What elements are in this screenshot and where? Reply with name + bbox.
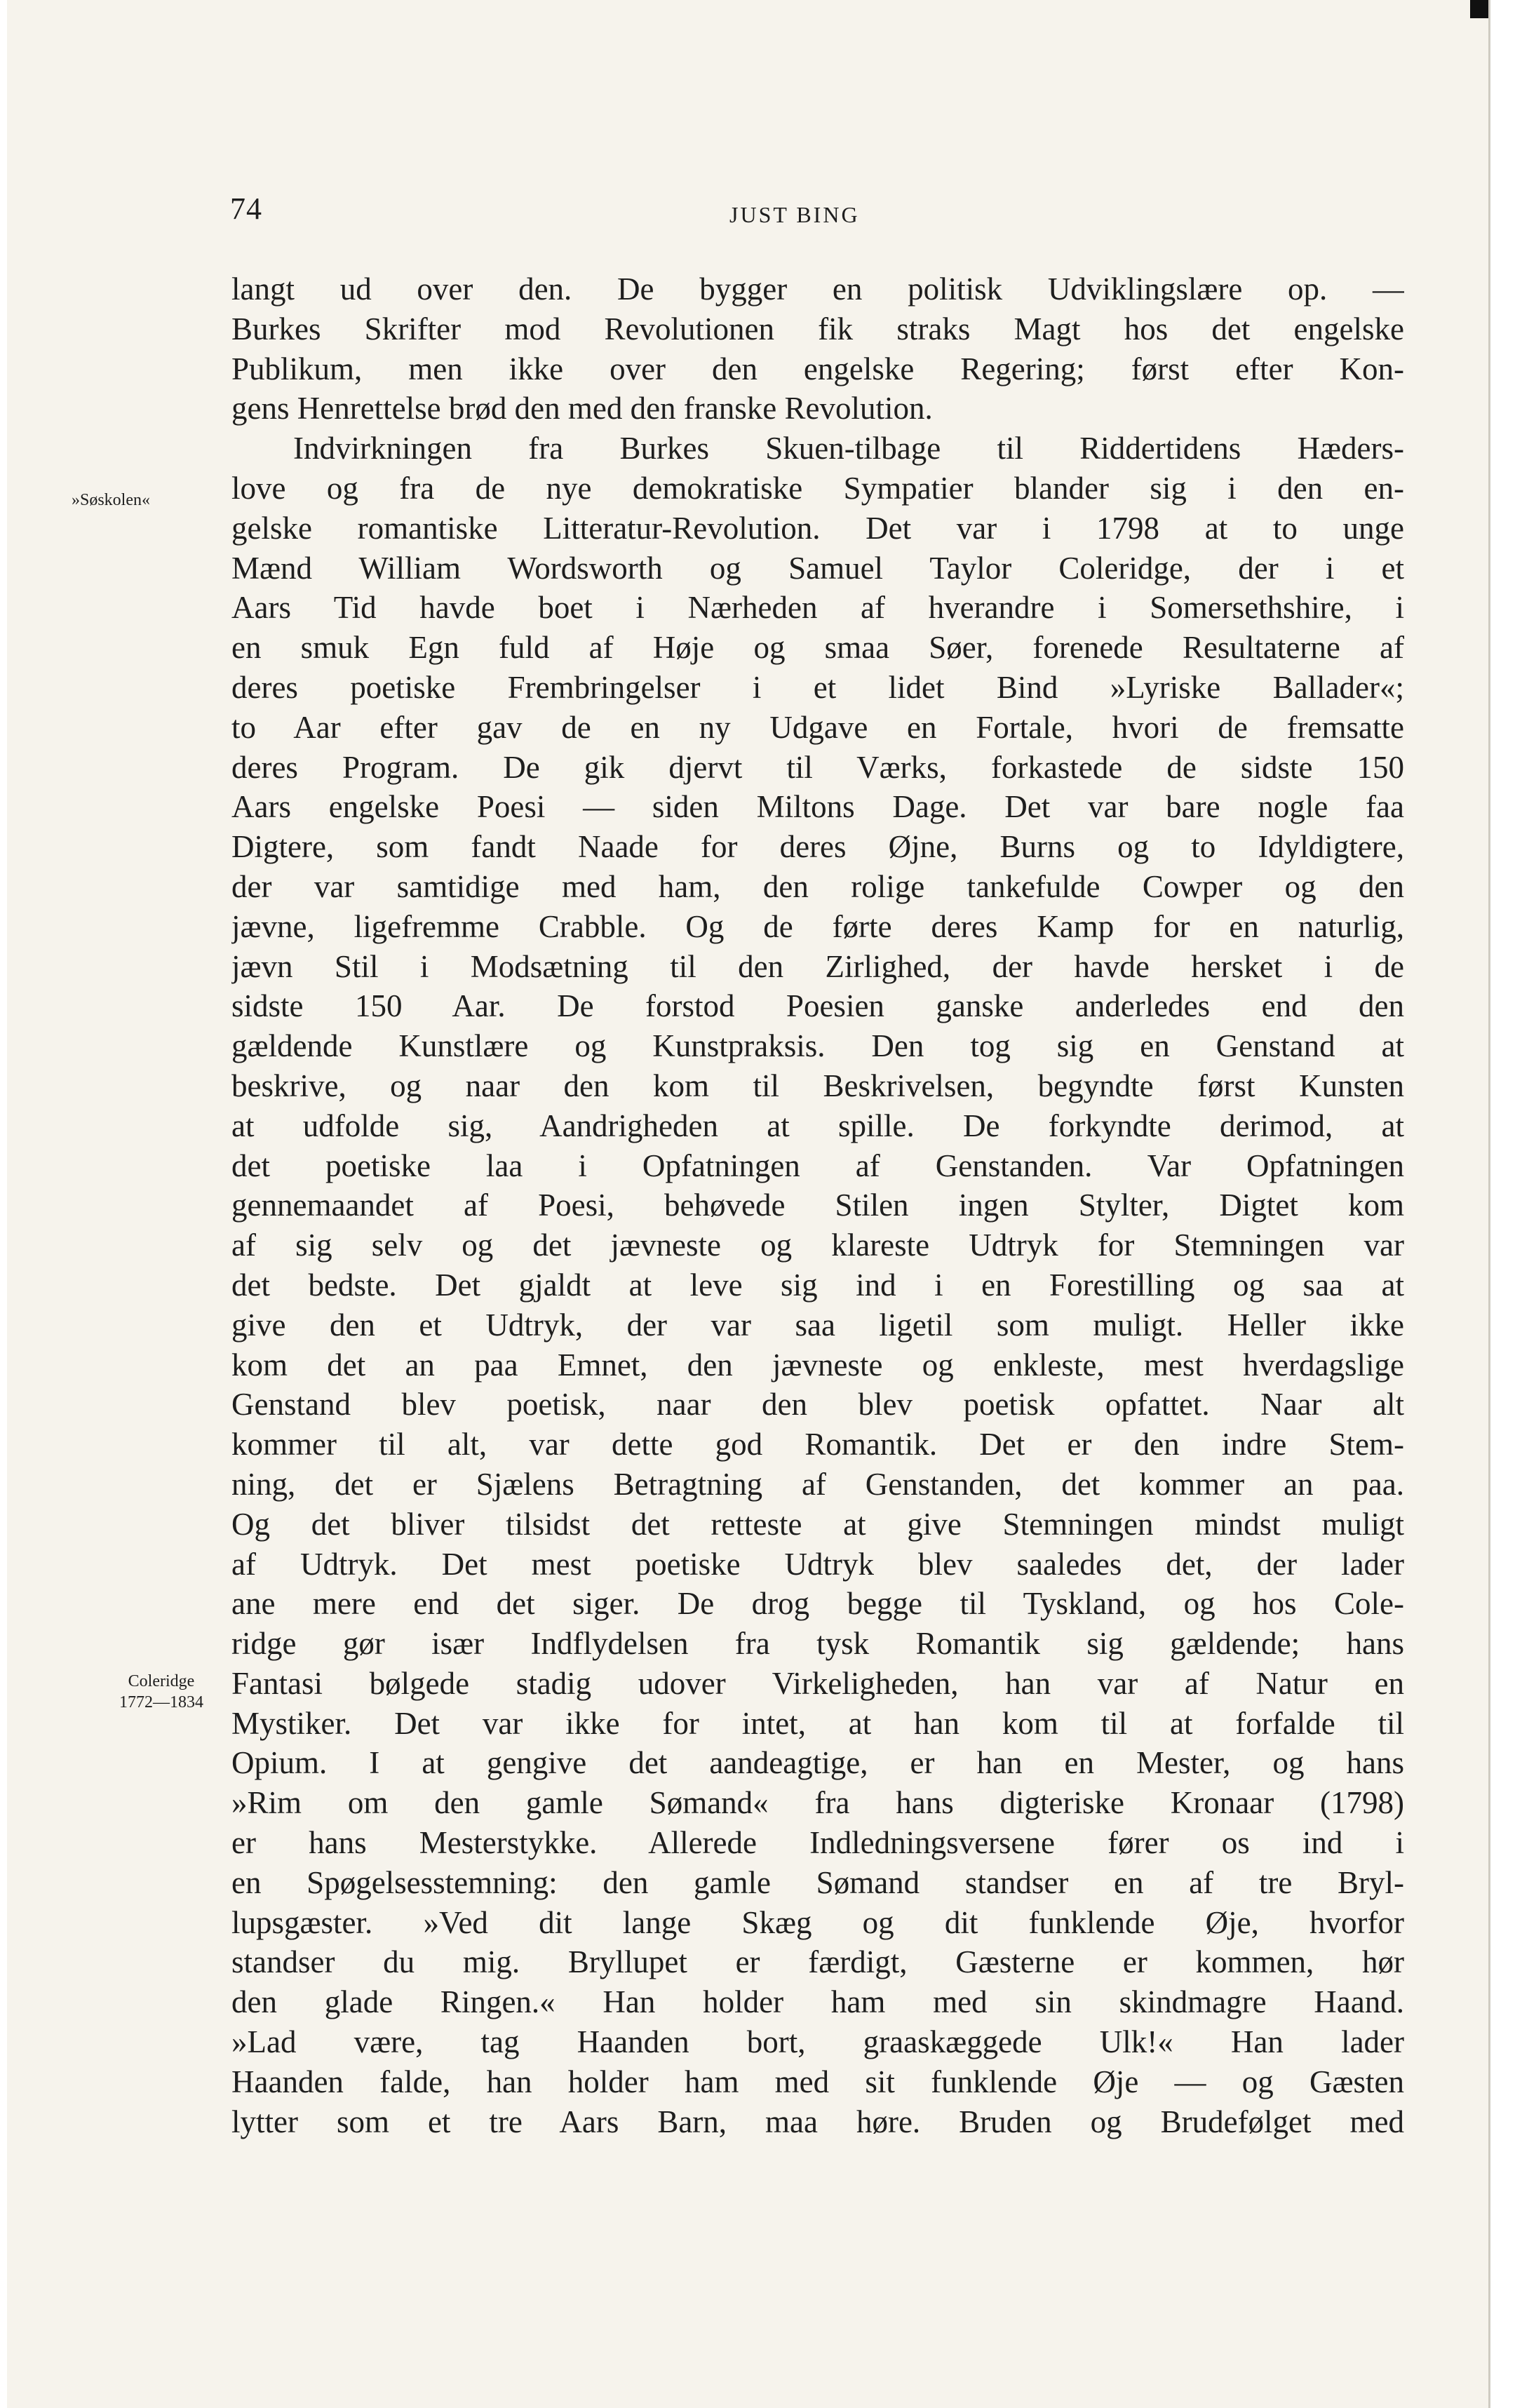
text-line: standser du mig. Bryllupet er færdigt, Gæsterne er kommen, hør: [231, 1944, 1404, 1980]
text-line: jævne, ligefremme Crabble. Og de førte deres Kamp for en naturlig,: [231, 908, 1404, 944]
text-line: der var samtidige med ham, den rolige tankefulde Cowper og den: [231, 868, 1404, 904]
margin-note-soskolen-text: »Søskolen«: [71, 491, 150, 509]
text-line: Genstand blev poetisk, naar den blev poetisk opfattet. Naar alt: [231, 1387, 1404, 1422]
text-line: at udfolde sig, Aandrigheden at spille. De forkyndte derimod, at: [231, 1108, 1404, 1143]
margin-note-coleridge-years: 1772—1834: [119, 1693, 203, 1711]
text-line: Indvirkningen fra Burkes Skuen-tilbage til Riddertidens Hæders-: [293, 431, 1404, 466]
text-line: kom det an paa Emnet, den jævneste og enkleste, mest hverdagslige: [231, 1347, 1404, 1383]
margin-note-coleridge: [98, 1671, 224, 1713]
running-head: JUST BING: [729, 202, 860, 227]
margin-note-coleridge-name: Coleridge: [128, 1672, 195, 1690]
text-line: af sig selv og det jævneste og klareste Udtryk for Stemningen var: [231, 1227, 1404, 1263]
body-text: [231, 269, 1404, 2141]
text-line: love og fra de nye demokratiske Sympatier blander sig i den en-: [231, 470, 1404, 506]
text-line: lytter som et tre Aars Barn, maa høre. Bruden og Brudefølget med: [231, 2104, 1404, 2139]
text-line: Aars Tid havde boet i Nærheden af hverandre i Somersethshire, i: [231, 590, 1404, 626]
text-line: sidste 150 Aar. De forstod Poesien ganske anderledes end den: [231, 988, 1404, 1024]
text-line: Mænd William Wordsworth og Samuel Taylor Coleridge, der i et: [231, 550, 1404, 586]
text-line: en Spøgelsesstemning: den gamle Sømand standser en af tre Bryl-: [231, 1864, 1404, 1900]
text-line: ane mere end det siger. De drog begge til Tyskland, og hos Cole-: [231, 1586, 1404, 1622]
text-line: Opium. I at gengive det aandeagtige, er han en Mester, og hans: [231, 1745, 1404, 1781]
text-line: er hans Mesterstykke. Allerede Indledningsversene fører os ind i: [231, 1825, 1404, 1861]
text-line: kommer til alt, var dette god Romantik. Det er den indre Stem-: [231, 1427, 1404, 1462]
text-line: Fantasi bølgede stadig udover Virkeligheden, han var af Natur en: [231, 1665, 1404, 1701]
page-number: 74: [230, 191, 262, 226]
text-line: af Udtryk. Det mest poetiske Udtryk blev saaledes det, der lader: [231, 1546, 1404, 1582]
text-line: det poetiske laa i Opfatningen af Genstanden. Var Opfatningen: [231, 1148, 1404, 1183]
book-page: [7, 0, 1490, 2408]
text-line: deres Program. De gik djervt til Værks, forkastede de sidste 150: [231, 749, 1404, 785]
text-line: langt ud over den. De bygger en politisk Udviklingslære op. —: [231, 271, 1404, 307]
text-line: gelske romantiske Litteratur-Revolution. Det var i 1798 at to unge: [231, 510, 1404, 546]
text-line: Haanden falde, han holder ham med sit funklende Øje — og Gæsten: [231, 2064, 1404, 2099]
text-line: ning, det er Sjælens Betragtning af Genstanden, det kommer an paa.: [231, 1466, 1404, 1502]
text-line: gens Henrettelse brød den med den franske Revolution.: [231, 391, 933, 426]
text-line: lupsgæster. »Ved dit lange Skæg og dit funklende Øje, hvorfor: [231, 1904, 1404, 1940]
text-line: gældende Kunstlære og Kunstpraksis. Den tog sig en Genstand at: [231, 1028, 1404, 1064]
text-line: to Aar efter gav de en ny Udgave en Fortale, hvori de fremsatte: [231, 709, 1404, 745]
text-line: Publikum, men ikke over den engelske Regering; først efter Kon-: [231, 351, 1404, 386]
text-line: Digtere, som fandt Naade for deres Øjne, Burns og to Idyldigtere,: [231, 829, 1404, 865]
text-line: det bedste. Det gjaldt at leve sig ind i en Forestilling og saa at: [231, 1267, 1404, 1303]
text-line: beskrive, og naar den kom til Beskrivelsen, begyndte først Kunsten: [231, 1068, 1404, 1103]
text-line: Burkes Skrifter mod Revolutionen fik straks Magt hos det engelske: [231, 311, 1404, 347]
text-line: »Rim om den gamle Sømand« fra hans digteriske Kronaar (1798): [231, 1785, 1404, 1821]
text-line: den glade Ringen.« Han holder ham med sin skindmagre Haand.: [231, 1984, 1404, 2020]
text-line: gennemaandet af Poesi, behøvede Stilen ingen Stylter, Digtet kom: [231, 1188, 1404, 1223]
text-line: Aars engelske Poesi — siden Miltons Dage. Det var bare nogle faa: [231, 789, 1404, 825]
text-line: en smuk Egn fuld af Høje og smaa Søer, forenede Resultaterne af: [231, 630, 1404, 666]
scan-corner-mark: [1470, 0, 1488, 18]
margin-note-soskolen: [48, 490, 174, 511]
text-line: deres poetiske Frembringelser i et lidet Bind »Lyriske Ballader«;: [231, 669, 1404, 705]
text-line: »Lad være, tag Haanden bort, graaskæggede Ulk!« Han lader: [231, 2024, 1404, 2060]
text-line: Mystiker. Det var ikke for intet, at han kom til at forfalde til: [231, 1705, 1404, 1741]
text-line: jævn Stil i Modsætning til den Zirlighed, der havde hersket i de: [231, 948, 1404, 984]
text-line: give den et Udtryk, der var saa ligetil som muligt. Heller ikke: [231, 1307, 1404, 1343]
text-line: ridge gør især Indflydelsen fra tysk Romantik sig gældende; hans: [231, 1626, 1404, 1662]
text-line: Og det bliver tilsidst det retteste at give Stemningen mindst muligt: [231, 1506, 1404, 1542]
